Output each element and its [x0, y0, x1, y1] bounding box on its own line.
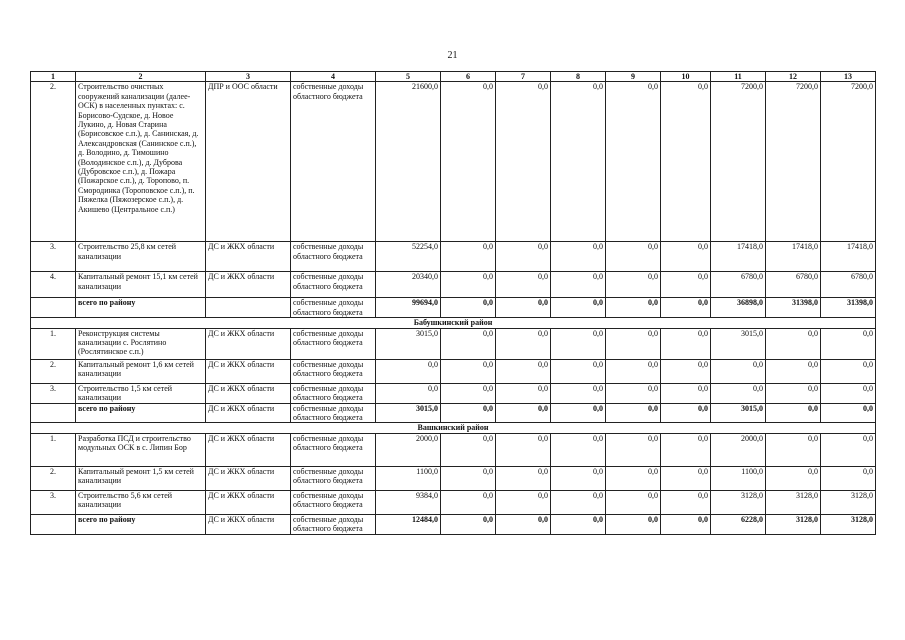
value-cell: 6780,0	[766, 272, 821, 298]
value-cell: 0,0	[551, 328, 606, 359]
row-number: 2.	[31, 82, 76, 242]
value-cell: 3128,0	[766, 490, 821, 514]
value-cell: 0,0	[496, 383, 551, 403]
row-number: 2.	[31, 359, 76, 383]
value-cell: 7200,0	[821, 82, 876, 242]
value-cell: 0,0	[821, 359, 876, 383]
value-cell: 0,0	[766, 403, 821, 423]
district-total-row	[31, 298, 876, 318]
value-cell: 1100,0	[376, 466, 441, 490]
row-number: 4.	[31, 272, 76, 298]
responsible-body: ДС и ЖКХ области	[206, 433, 291, 466]
column-header: 7	[496, 72, 551, 82]
value-cell: 6780,0	[821, 272, 876, 298]
row-number: 3.	[31, 490, 76, 514]
value-cell: 0,0	[606, 242, 661, 272]
value-cell: 0,0	[711, 359, 766, 383]
page-number: 21	[447, 50, 458, 61]
district-heading: Бабушкинский район	[31, 318, 876, 328]
value-cell: 31398,0	[821, 298, 876, 318]
row-number: 1.	[31, 328, 76, 359]
funding-source: собственные доходы областного бюджета	[291, 490, 376, 514]
value-cell: 7200,0	[711, 82, 766, 242]
value-cell: 0,0	[661, 490, 711, 514]
value-cell: 0,0	[606, 403, 661, 423]
value-cell: 12484,0	[376, 514, 441, 534]
column-header-row	[31, 72, 876, 82]
value-cell: 36898,0	[711, 298, 766, 318]
value-cell: 0,0	[766, 359, 821, 383]
value-cell: 0,0	[606, 82, 661, 242]
value-cell: 0,0	[606, 466, 661, 490]
measure-name: Строительство очистных сооружений канализации (далее-ОСК) в населенных пунктах: с. Борисово-Судское, д. Новое Лукино, д. Новая Старина (Борисовское с.п.), д. Санинская, д. Александровская (Санинское с.п.), д. Володино, д. Тимошино (Володинское с.п.), д. Дуброва (Дубровское с.п.), д. Пожара (Пожарское с.п.), д. Торопово, п. Смородинка (Тороповское с.п.), п. Пяжелка (Пяжозерское с.п.), д. Акишево (Центральное с.п.)	[76, 82, 206, 242]
value-cell: 0,0	[606, 433, 661, 466]
measure-name: всего по району	[76, 514, 206, 534]
column-header: 6	[441, 72, 496, 82]
table-body	[31, 72, 876, 535]
value-cell: 0,0	[551, 82, 606, 242]
value-cell: 0,0	[551, 466, 606, 490]
value-cell: 0,0	[441, 82, 496, 242]
value-cell: 0,0	[376, 383, 441, 403]
value-cell: 0,0	[661, 514, 711, 534]
column-header: 12	[766, 72, 821, 82]
value-cell: 20340,0	[376, 272, 441, 298]
value-cell: 6780,0	[711, 272, 766, 298]
value-cell: 21600,0	[376, 82, 441, 242]
value-cell: 0,0	[441, 403, 496, 423]
value-cell: 0,0	[496, 514, 551, 534]
value-cell: 0,0	[441, 272, 496, 298]
measure-name: Строительство 25,8 км сетей канализации	[76, 242, 206, 272]
value-cell: 0,0	[661, 82, 711, 242]
funding-source: собственные доходы областного бюджета	[291, 328, 376, 359]
value-cell: 0,0	[821, 383, 876, 403]
measure-name: Капитальный ремонт 1,6 км сетей канализации	[76, 359, 206, 383]
responsible-body: ДС и ЖКХ области	[206, 403, 291, 423]
value-cell: 0,0	[441, 298, 496, 318]
value-cell: 1100,0	[711, 466, 766, 490]
measure-name: Строительство 5,6 км сетей канализации	[76, 490, 206, 514]
funding-source: собственные доходы областного бюджета	[291, 466, 376, 490]
value-cell: 0,0	[606, 298, 661, 318]
table-row	[31, 359, 876, 383]
value-cell: 3128,0	[711, 490, 766, 514]
value-cell: 0,0	[496, 403, 551, 423]
value-cell: 0,0	[606, 490, 661, 514]
value-cell: 6228,0	[711, 514, 766, 534]
value-cell: 0,0	[496, 433, 551, 466]
column-header: 11	[711, 72, 766, 82]
district-heading-row	[31, 423, 876, 433]
funding-source: собственные доходы областного бюджета	[291, 383, 376, 403]
value-cell: 3128,0	[821, 514, 876, 534]
district-heading: Вашкинский район	[31, 423, 876, 433]
value-cell: 0,0	[441, 433, 496, 466]
row-number	[31, 514, 76, 534]
funding-source: собственные доходы областного бюджета	[291, 272, 376, 298]
table-row	[31, 328, 876, 359]
value-cell: 7200,0	[766, 82, 821, 242]
value-cell: 0,0	[551, 359, 606, 383]
column-header: 1	[31, 72, 76, 82]
value-cell: 0,0	[496, 359, 551, 383]
column-header: 2	[76, 72, 206, 82]
responsible-body: ДС и ЖКХ области	[206, 514, 291, 534]
row-number: 3.	[31, 383, 76, 403]
value-cell: 3015,0	[711, 328, 766, 359]
responsible-body: ДС и ЖКХ области	[206, 359, 291, 383]
value-cell: 0,0	[766, 433, 821, 466]
value-cell: 2000,0	[376, 433, 441, 466]
value-cell: 0,0	[821, 433, 876, 466]
value-cell: 0,0	[821, 328, 876, 359]
funding-source: собственные доходы областного бюджета	[291, 359, 376, 383]
value-cell: 0,0	[606, 383, 661, 403]
column-header: 4	[291, 72, 376, 82]
column-header: 5	[376, 72, 441, 82]
value-cell: 0,0	[661, 359, 711, 383]
district-heading-row	[31, 318, 876, 328]
value-cell: 0,0	[441, 490, 496, 514]
column-header: 8	[551, 72, 606, 82]
funding-source: собственные доходы областного бюджета	[291, 514, 376, 534]
responsible-body: ДПР и ООС области	[206, 82, 291, 242]
value-cell: 0,0	[441, 466, 496, 490]
responsible-body	[206, 298, 291, 318]
table-row	[31, 433, 876, 466]
value-cell: 0,0	[821, 403, 876, 423]
value-cell: 0,0	[766, 383, 821, 403]
measure-name: Реконструкция системы канализации с. Рослятино (Рослятинское с.п.)	[76, 328, 206, 359]
value-cell: 52254,0	[376, 242, 441, 272]
responsible-body: ДС и ЖКХ области	[206, 242, 291, 272]
district-total-row	[31, 514, 876, 534]
column-header: 10	[661, 72, 711, 82]
value-cell: 0,0	[661, 298, 711, 318]
value-cell: 3015,0	[376, 403, 441, 423]
value-cell: 0,0	[441, 328, 496, 359]
value-cell: 0,0	[661, 242, 711, 272]
value-cell: 17418,0	[766, 242, 821, 272]
value-cell: 0,0	[496, 82, 551, 242]
value-cell: 0,0	[496, 298, 551, 318]
row-number	[31, 298, 76, 318]
value-cell: 0,0	[496, 490, 551, 514]
table-row	[31, 242, 876, 272]
measure-name: Капитальный ремонт 1,5 км сетей канализации	[76, 466, 206, 490]
value-cell: 3128,0	[821, 490, 876, 514]
value-cell: 0,0	[661, 383, 711, 403]
value-cell: 0,0	[551, 433, 606, 466]
value-cell: 0,0	[661, 466, 711, 490]
value-cell: 0,0	[441, 242, 496, 272]
column-header: 13	[821, 72, 876, 82]
measure-name: Разработка ПСД и строительство модульных ОСК в с. Липин Бор	[76, 433, 206, 466]
value-cell: 0,0	[661, 272, 711, 298]
value-cell: 0,0	[376, 359, 441, 383]
table-row	[31, 466, 876, 490]
row-number: 2.	[31, 466, 76, 490]
value-cell: 0,0	[551, 242, 606, 272]
value-cell: 0,0	[606, 328, 661, 359]
value-cell: 2000,0	[711, 433, 766, 466]
value-cell: 0,0	[496, 272, 551, 298]
column-header: 9	[606, 72, 661, 82]
funding-source: собственные доходы областного бюджета	[291, 403, 376, 423]
value-cell: 0,0	[441, 383, 496, 403]
value-cell: 0,0	[551, 298, 606, 318]
value-cell: 0,0	[551, 403, 606, 423]
funding-source: собственные доходы областного бюджета	[291, 298, 376, 318]
value-cell: 31398,0	[766, 298, 821, 318]
measure-name: всего по району	[76, 403, 206, 423]
value-cell: 0,0	[661, 403, 711, 423]
value-cell: 0,0	[496, 466, 551, 490]
column-header: 3	[206, 72, 291, 82]
value-cell: 0,0	[551, 514, 606, 534]
value-cell: 0,0	[551, 272, 606, 298]
value-cell: 3128,0	[766, 514, 821, 534]
responsible-body: ДС и ЖКХ области	[206, 466, 291, 490]
responsible-body: ДС и ЖКХ области	[206, 383, 291, 403]
value-cell: 0,0	[441, 359, 496, 383]
value-cell: 0,0	[606, 514, 661, 534]
value-cell: 0,0	[551, 383, 606, 403]
table-row	[31, 272, 876, 298]
table-row	[31, 383, 876, 403]
funding-source: собственные доходы областного бюджета	[291, 82, 376, 242]
value-cell: 0,0	[496, 242, 551, 272]
responsible-body: ДС и ЖКХ области	[206, 490, 291, 514]
row-number: 3.	[31, 242, 76, 272]
value-cell: 0,0	[441, 514, 496, 534]
value-cell: 0,0	[551, 490, 606, 514]
value-cell: 99694,0	[376, 298, 441, 318]
budget-table	[30, 71, 876, 535]
value-cell: 17418,0	[711, 242, 766, 272]
measure-name: Капитальный ремонт 15,1 км сетей канализации	[76, 272, 206, 298]
funding-source: собственные доходы областного бюджета	[291, 242, 376, 272]
value-cell: 0,0	[766, 466, 821, 490]
value-cell: 17418,0	[821, 242, 876, 272]
responsible-body: ДС и ЖКХ области	[206, 272, 291, 298]
value-cell: 0,0	[821, 466, 876, 490]
funding-source: собственные доходы областного бюджета	[291, 433, 376, 466]
row-number: 1.	[31, 433, 76, 466]
value-cell: 0,0	[606, 359, 661, 383]
value-cell: 0,0	[711, 383, 766, 403]
table-row	[31, 490, 876, 514]
value-cell: 3015,0	[711, 403, 766, 423]
value-cell: 9384,0	[376, 490, 441, 514]
row-number	[31, 403, 76, 423]
value-cell: 0,0	[606, 272, 661, 298]
measure-name: всего по району	[76, 298, 206, 318]
value-cell: 0,0	[661, 433, 711, 466]
value-cell: 0,0	[496, 328, 551, 359]
measure-name: Строительство 1,5 км сетей канализации	[76, 383, 206, 403]
value-cell: 0,0	[766, 328, 821, 359]
responsible-body: ДС и ЖКХ области	[206, 328, 291, 359]
table-row	[31, 82, 876, 242]
district-total-row	[31, 403, 876, 423]
value-cell: 0,0	[661, 328, 711, 359]
value-cell: 3015,0	[376, 328, 441, 359]
